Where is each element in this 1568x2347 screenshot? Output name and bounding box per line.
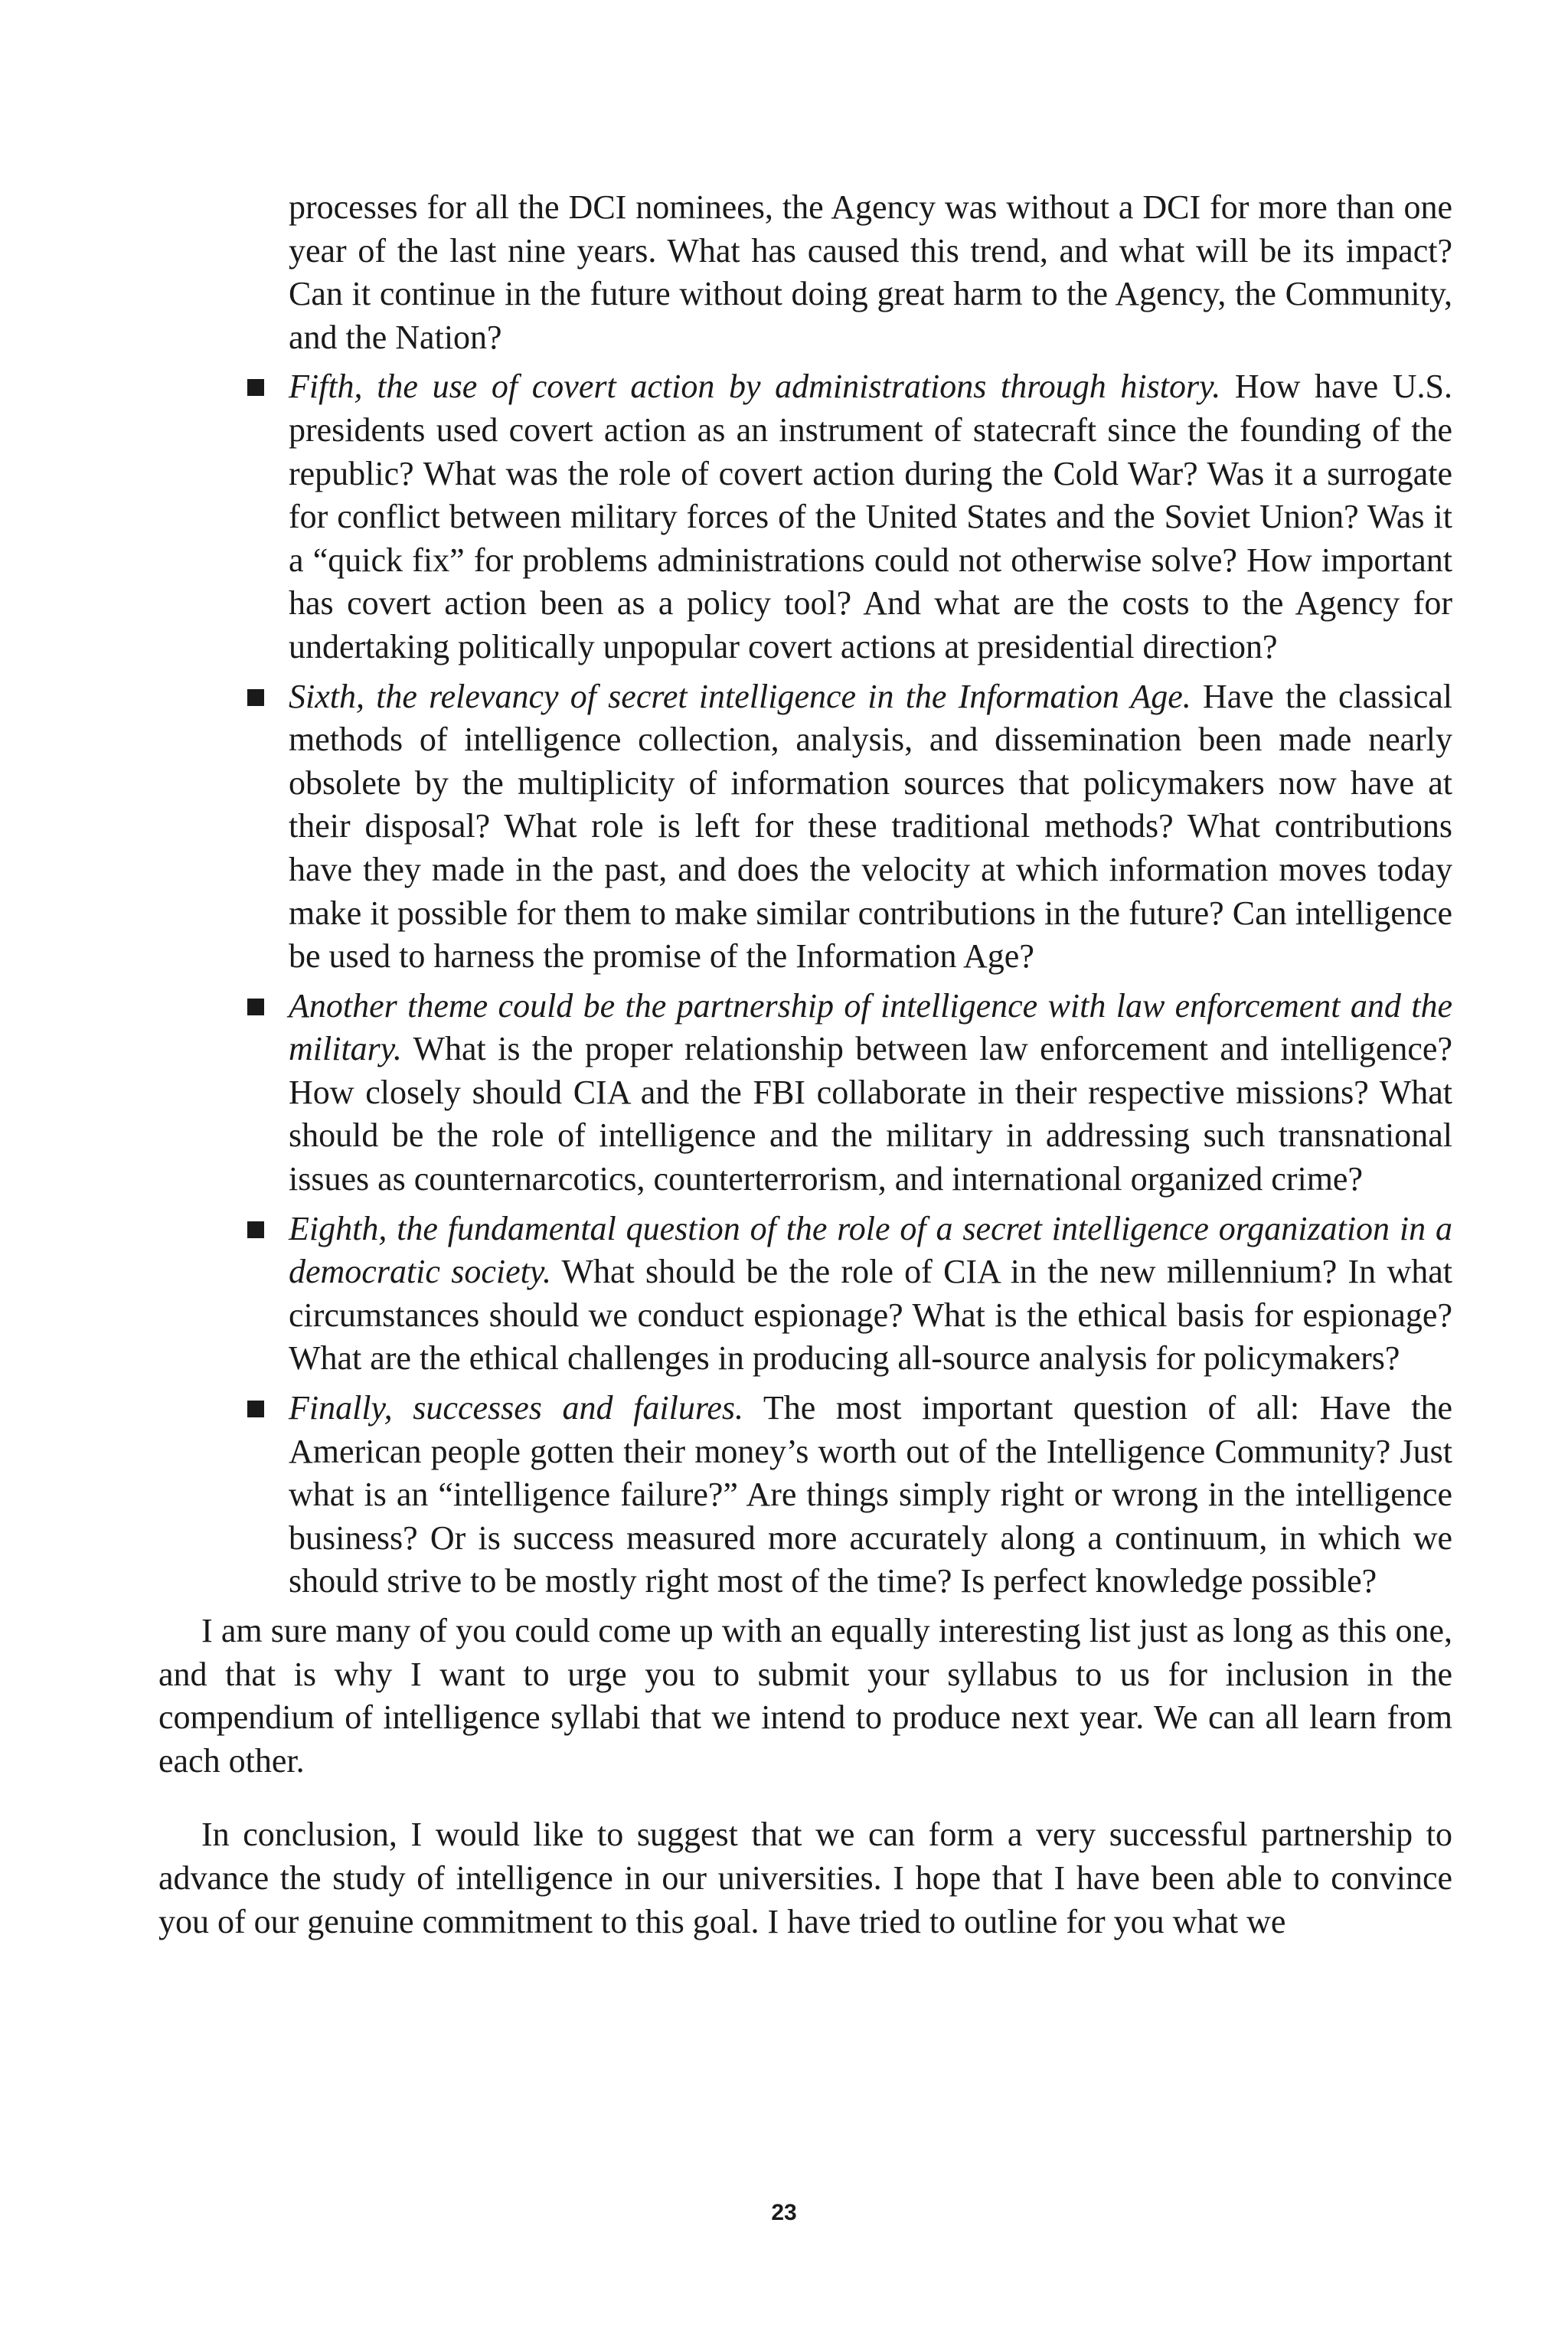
body-paragraph-syllabus: I am sure many of you could come up with an equally interesting list just as long as this one, and that is why I want to urge you to submit your syllabus to us for inclusion in the compendium of intelligence syllabi that we intend to produce next year. We can all learn from each other. <box>158 1612 1452 1780</box>
bullet-paragraph <box>289 985 1452 1201</box>
bullet-item-finally <box>158 1387 1452 1603</box>
bullet-lead: Finally, successes and failures. <box>289 1389 744 1427</box>
bullet-item-eighth <box>158 1208 1452 1381</box>
body-text <box>158 186 1452 1943</box>
bullet-lead: Another theme could be the partnership of intelligence with law enforcement and the military. <box>289 986 1452 1068</box>
square-bullet-icon <box>247 1401 264 1417</box>
bullet-body: What is the proper relationship between law enforcement and intelligence? How closely should CIA and the FBI collaborate in their respective missions? What should be the role of intelligence and the military in addressing such transnational issues as counternarcotics, counterterrorism, and international organized crime? <box>289 1030 1452 1198</box>
bullet-lead: Eighth, the fundamental question of the role of a secret intelligence organization in a democratic society. <box>289 1209 1452 1291</box>
square-bullet-icon <box>247 999 264 1015</box>
bullet-body: How have U.S. presidents used covert action as an instrument of statecraft since the founding of the republic? What was the role of covert action during the Cold War? Was it a surrogate for conflict between military forces of the United States and the Soviet Union? Was it a “quick fix” for problems administrations could not otherwise solve? How important has covert action been as a policy tool? And what are the costs to the Agency for undertaking politically unpopular covert actions at presidential direction? <box>289 368 1453 665</box>
bullet-paragraph <box>289 365 1452 668</box>
square-bullet-icon <box>247 1221 264 1238</box>
bullet-item-sixth <box>158 675 1452 979</box>
bullet-paragraph <box>289 1387 1452 1603</box>
bullet-body: The most important question of all: Have the American people gotten their money’s worth out of the Intelligence Community? Just what is an “intelligence failure?” Are things simply right or wrong in the intelligence business? Or is success measured more accurately along a continuum, in which we should strive to be mostly right most of the time? Is perfect knowledge possible? <box>289 1389 1453 1600</box>
continued-bullet-text: processes for all the DCI nominees, the Agency was without a DCI for more than one year of the last nine years. What has caused this trend, and what will be its impact? Can it continue in the future without doing great harm to the Agency, the Community, and the Nation? <box>289 188 1452 356</box>
bullet-paragraph <box>289 675 1452 979</box>
bullet-item-fifth <box>158 365 1452 668</box>
body-paragraph-conclusion: In conclusion, I would like to suggest that we can form a very successful partnership to advance the study of intelligence in our universities. I hope that I have been able to convince you of our genuine commitment to this goal. I have tried to outline for you what we <box>158 1816 1452 1940</box>
bullet-body: What should be the role of CIA in the new millennium? In what circumstances should we conduct espionage? What is the ethical basis for espionage? What are the ethical challenges in producing all-source analysis for policymakers? <box>289 1253 1452 1378</box>
bullet-item-seventh <box>158 985 1452 1201</box>
square-bullet-icon <box>247 689 264 706</box>
bullet-lead: Sixth, the relevancy of secret intelligence in the Information Age. <box>289 677 1191 715</box>
bullet-lead: Fifth, the use of covert action by administrations through history. <box>289 368 1221 406</box>
page-number: 23 <box>771 2200 797 2225</box>
bullet-body: Have the classical methods of intelligence collection, analysis, and dissemination been made nearly obsolete by the multiplicity of information sources that policymakers now have at their disposal? What role is left for these traditional methods? What contributions have they made in the past, and does the velocity at which information moves today make it possible for them to make similar contributions in the future? Can intelligence be used to harness the promise of the Information Age? <box>289 677 1453 976</box>
square-bullet-icon <box>247 379 264 396</box>
paragraph-spacer <box>158 1783 1452 1813</box>
bullet-paragraph <box>289 1208 1452 1381</box>
